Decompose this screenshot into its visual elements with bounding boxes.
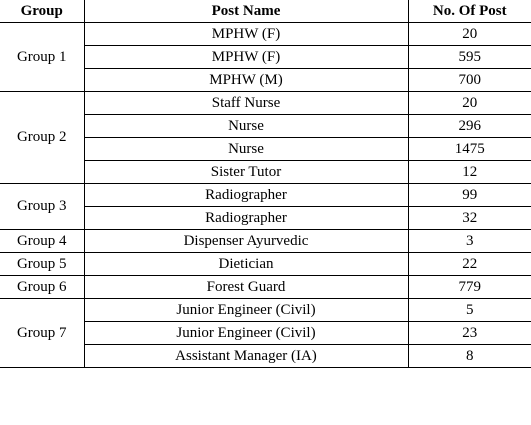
post-count-cell: 779 xyxy=(408,276,531,299)
post-count-cell: 296 xyxy=(408,115,531,138)
post-count-cell: 20 xyxy=(408,23,531,46)
post-name-cell: MPHW (F) xyxy=(84,46,408,69)
header-group: Group xyxy=(0,0,84,23)
post-name-cell: Forest Guard xyxy=(84,276,408,299)
header-post-name: Post Name xyxy=(84,0,408,23)
post-name-cell: Nurse xyxy=(84,138,408,161)
post-name-cell: Junior Engineer (Civil) xyxy=(84,299,408,322)
post-name-cell: Staff Nurse xyxy=(84,92,408,115)
post-name-cell: Nurse xyxy=(84,115,408,138)
group-cell: Group 5 xyxy=(0,253,84,276)
post-name-cell: Sister Tutor xyxy=(84,161,408,184)
post-name-cell: Dietician xyxy=(84,253,408,276)
header-no-of-post: No. Of Post xyxy=(408,0,531,23)
table-row xyxy=(0,23,531,46)
post-count-cell: 3 xyxy=(408,230,531,253)
post-count-cell: 99 xyxy=(408,184,531,207)
post-name-cell: Radiographer xyxy=(84,184,408,207)
group-cell: Group 3 xyxy=(0,184,84,230)
post-count-cell: 8 xyxy=(408,345,531,368)
post-count-cell: 20 xyxy=(408,92,531,115)
header-row xyxy=(0,0,531,23)
table-row xyxy=(0,276,531,299)
group-cell: Group 4 xyxy=(0,230,84,253)
post-name-cell: MPHW (M) xyxy=(84,69,408,92)
post-name-cell: MPHW (F) xyxy=(84,23,408,46)
post-count-cell: 22 xyxy=(408,253,531,276)
table-row xyxy=(0,299,531,322)
post-count-cell: 700 xyxy=(408,69,531,92)
post-name-cell: Junior Engineer (Civil) xyxy=(84,322,408,345)
post-name-cell: Radiographer xyxy=(84,207,408,230)
post-name-cell: Dispenser Ayurvedic xyxy=(84,230,408,253)
group-cell: Group 6 xyxy=(0,276,84,299)
table-row xyxy=(0,92,531,115)
post-count-cell: 1475 xyxy=(408,138,531,161)
group-cell: Group 2 xyxy=(0,92,84,184)
post-count-cell: 595 xyxy=(408,46,531,69)
post-count-cell: 23 xyxy=(408,322,531,345)
post-count-cell: 5 xyxy=(408,299,531,322)
table-row xyxy=(0,253,531,276)
post-count-cell: 12 xyxy=(408,161,531,184)
table-row xyxy=(0,184,531,207)
group-cell: Group 1 xyxy=(0,23,84,92)
table-row xyxy=(0,230,531,253)
post-count-cell: 32 xyxy=(408,207,531,230)
post-name-cell: Assistant Manager (IA) xyxy=(84,345,408,368)
group-cell: Group 7 xyxy=(0,299,84,368)
